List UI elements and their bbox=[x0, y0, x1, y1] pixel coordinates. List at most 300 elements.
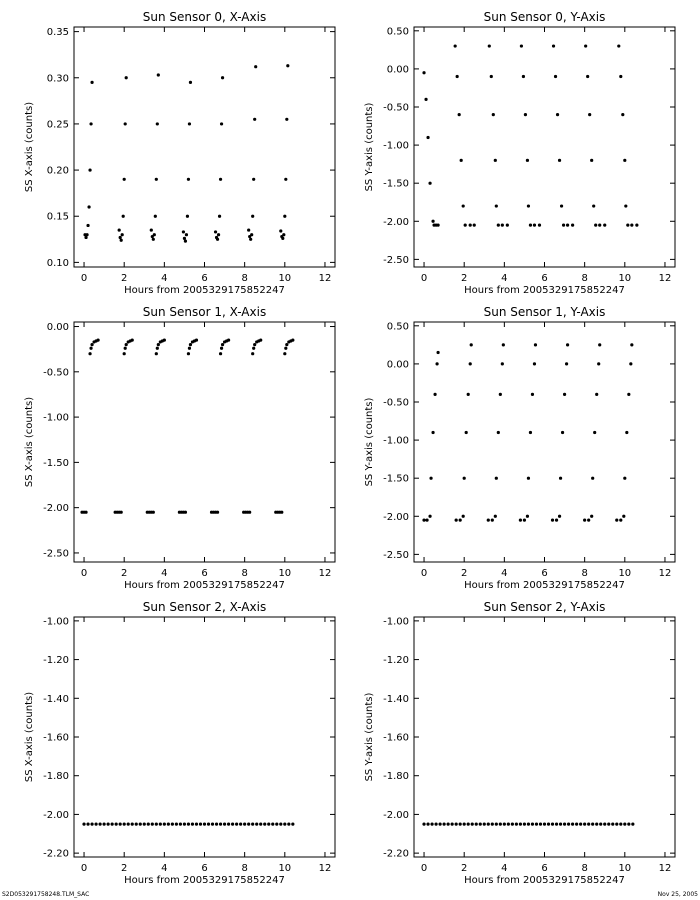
data-point bbox=[125, 343, 128, 346]
x-tick-label: 2 bbox=[461, 568, 468, 579]
data-point bbox=[527, 204, 530, 207]
data-point bbox=[107, 822, 110, 825]
x-tick-label: 6 bbox=[541, 863, 548, 874]
data-point bbox=[159, 822, 162, 825]
data-point bbox=[571, 223, 574, 226]
y-tick-label: -2.00 bbox=[383, 809, 409, 821]
data-point bbox=[455, 518, 458, 521]
data-point bbox=[490, 75, 493, 78]
data-point bbox=[155, 352, 158, 355]
data-point bbox=[487, 822, 490, 825]
data-point bbox=[216, 238, 219, 241]
data-point bbox=[587, 518, 590, 521]
data-point bbox=[495, 477, 498, 480]
data-point bbox=[118, 228, 121, 231]
data-point bbox=[135, 822, 138, 825]
data-points bbox=[422, 822, 634, 825]
data-point bbox=[603, 822, 606, 825]
data-point bbox=[436, 351, 439, 354]
data-point bbox=[239, 822, 242, 825]
data-point bbox=[494, 159, 497, 162]
y-tick-label: -2.50 bbox=[383, 549, 409, 561]
x-tick-label: 10 bbox=[278, 568, 292, 579]
data-point bbox=[625, 431, 628, 434]
data-point bbox=[82, 822, 85, 825]
data-point bbox=[235, 822, 238, 825]
data-point bbox=[623, 159, 626, 162]
y-tick-label: 0.00 bbox=[386, 359, 409, 371]
data-point bbox=[630, 343, 633, 346]
data-point bbox=[122, 215, 125, 218]
data-point bbox=[87, 205, 90, 208]
data-point bbox=[595, 822, 598, 825]
x-tick-label: 2 bbox=[461, 863, 468, 874]
data-point bbox=[556, 113, 559, 116]
x-axis-label: Hours from 2005329175852247 bbox=[464, 580, 625, 591]
data-point bbox=[547, 822, 550, 825]
x-axis-label: Hours from 2005329175852247 bbox=[124, 285, 285, 296]
x-tick-label: 4 bbox=[501, 863, 508, 874]
data-point bbox=[115, 822, 118, 825]
data-point bbox=[253, 343, 256, 346]
data-point bbox=[497, 223, 500, 226]
data-point bbox=[189, 81, 192, 84]
data-point bbox=[631, 822, 634, 825]
y-tick-label: -1.00 bbox=[383, 435, 409, 447]
x-axis-label: Hours from 2005329175852247 bbox=[464, 875, 625, 886]
data-point bbox=[506, 223, 509, 226]
x-tick-label: 12 bbox=[658, 568, 672, 579]
data-point bbox=[499, 393, 502, 396]
data-point bbox=[583, 822, 586, 825]
data-point bbox=[627, 822, 630, 825]
data-point bbox=[88, 168, 91, 171]
data-point bbox=[497, 431, 500, 434]
x-tick-label: 12 bbox=[658, 863, 672, 874]
data-point bbox=[611, 822, 614, 825]
data-point bbox=[501, 223, 504, 226]
data-point bbox=[566, 343, 569, 346]
data-point bbox=[623, 477, 626, 480]
data-points bbox=[422, 343, 633, 521]
data-point bbox=[123, 178, 126, 181]
data-point bbox=[435, 362, 438, 365]
data-point bbox=[291, 822, 294, 825]
data-point bbox=[501, 362, 504, 365]
data-points bbox=[82, 822, 294, 825]
data-point bbox=[152, 238, 155, 241]
data-point bbox=[503, 822, 506, 825]
x-tick-label: 12 bbox=[318, 568, 332, 579]
data-point bbox=[247, 822, 250, 825]
data-point bbox=[120, 239, 123, 242]
data-point bbox=[565, 362, 568, 365]
plot-frame bbox=[74, 27, 335, 267]
data-points bbox=[83, 64, 289, 243]
data-point bbox=[494, 515, 497, 518]
y-tick-label: -1.50 bbox=[383, 178, 409, 190]
y-tick-label: -1.20 bbox=[43, 655, 69, 667]
data-point bbox=[594, 223, 597, 226]
data-point bbox=[430, 822, 433, 825]
y-tick-label: -2.50 bbox=[43, 548, 69, 560]
plot-frame bbox=[414, 617, 675, 857]
data-point bbox=[575, 822, 578, 825]
x-tick-label: 10 bbox=[618, 863, 632, 874]
sun-sensor-panel-4 bbox=[24, 600, 335, 886]
data-point bbox=[469, 362, 472, 365]
data-point bbox=[515, 822, 518, 825]
data-point bbox=[529, 431, 532, 434]
data-point bbox=[120, 511, 123, 514]
data-point bbox=[143, 822, 146, 825]
footer-filename: S2D053291758248.TLM_SAC bbox=[2, 891, 90, 898]
x-tick-label: 6 bbox=[541, 568, 548, 579]
sun-sensor-panel-2 bbox=[24, 305, 335, 591]
data-point bbox=[635, 223, 638, 226]
y-tick-label: -1.00 bbox=[43, 412, 69, 424]
data-point bbox=[220, 122, 223, 125]
data-point bbox=[590, 159, 593, 162]
data-point bbox=[626, 223, 629, 226]
data-point bbox=[502, 343, 505, 346]
data-point bbox=[426, 136, 429, 139]
data-point bbox=[499, 822, 502, 825]
y-tick-label: -2.00 bbox=[43, 809, 69, 821]
data-point bbox=[447, 822, 450, 825]
y-tick-label: -0.50 bbox=[383, 397, 409, 409]
data-point bbox=[619, 518, 622, 521]
y-axis-label: SS X-axis (counts) bbox=[24, 396, 35, 488]
data-point bbox=[555, 822, 558, 825]
data-point bbox=[471, 822, 474, 825]
data-point bbox=[217, 233, 220, 236]
data-point bbox=[221, 343, 224, 346]
data-point bbox=[599, 822, 602, 825]
data-point bbox=[459, 518, 462, 521]
y-axis-label: SS Y-axis (counts) bbox=[364, 692, 375, 782]
y-tick-label: 0.15 bbox=[46, 211, 69, 223]
y-tick-label: 0.50 bbox=[386, 26, 409, 38]
data-point bbox=[250, 233, 253, 236]
data-point bbox=[252, 178, 255, 181]
data-point bbox=[283, 352, 286, 355]
data-point bbox=[152, 511, 155, 514]
plot-frame bbox=[74, 617, 335, 857]
data-point bbox=[539, 822, 542, 825]
x-tick-label: 4 bbox=[501, 273, 508, 284]
x-tick-label: 8 bbox=[241, 273, 248, 284]
data-point bbox=[207, 822, 210, 825]
data-point bbox=[123, 352, 126, 355]
data-point bbox=[563, 822, 566, 825]
data-point bbox=[223, 822, 226, 825]
y-tick-label: -1.50 bbox=[383, 473, 409, 485]
data-point bbox=[467, 393, 470, 396]
data-point bbox=[251, 352, 254, 355]
data-point bbox=[422, 518, 425, 521]
data-point bbox=[157, 73, 160, 76]
data-point bbox=[433, 393, 436, 396]
data-point bbox=[153, 233, 156, 236]
x-axis-label: Hours from 2005329175852247 bbox=[124, 580, 285, 591]
data-point bbox=[627, 393, 630, 396]
data-point bbox=[617, 44, 620, 47]
data-point bbox=[495, 822, 498, 825]
y-tick-label: 0.00 bbox=[46, 322, 69, 334]
data-point bbox=[487, 518, 490, 521]
data-point bbox=[462, 515, 465, 518]
x-tick-label: 4 bbox=[161, 863, 168, 874]
data-point bbox=[220, 347, 223, 350]
data-point bbox=[157, 343, 160, 346]
data-point bbox=[529, 223, 532, 226]
y-tick-label: 0.50 bbox=[386, 321, 409, 333]
data-point bbox=[155, 178, 158, 181]
data-point bbox=[150, 228, 153, 231]
y-tick-label: -1.20 bbox=[383, 655, 409, 667]
data-point bbox=[182, 230, 185, 233]
data-point bbox=[463, 822, 466, 825]
data-point bbox=[131, 822, 134, 825]
x-tick-label: 8 bbox=[581, 568, 588, 579]
data-point bbox=[219, 178, 222, 181]
data-point bbox=[171, 822, 174, 825]
data-point bbox=[175, 822, 178, 825]
data-point bbox=[195, 339, 198, 342]
plot-frame bbox=[74, 322, 335, 562]
data-point bbox=[598, 343, 601, 346]
data-point bbox=[127, 822, 130, 825]
data-point bbox=[422, 822, 425, 825]
data-point bbox=[524, 113, 527, 116]
data-point bbox=[199, 822, 202, 825]
data-point bbox=[527, 822, 530, 825]
y-tick-label: 0.25 bbox=[46, 119, 69, 131]
data-point bbox=[211, 822, 214, 825]
data-point bbox=[85, 233, 88, 236]
data-point bbox=[491, 822, 494, 825]
data-point bbox=[531, 393, 534, 396]
x-tick-label: 8 bbox=[241, 863, 248, 874]
data-point bbox=[227, 822, 230, 825]
data-point bbox=[590, 515, 593, 518]
x-tick-label: 6 bbox=[541, 273, 548, 284]
data-point bbox=[94, 822, 97, 825]
x-tick-label: 2 bbox=[121, 863, 128, 874]
data-point bbox=[629, 362, 632, 365]
data-point bbox=[203, 822, 206, 825]
data-point bbox=[428, 182, 431, 185]
data-point bbox=[84, 511, 87, 514]
x-tick-label: 10 bbox=[618, 568, 632, 579]
sun-sensor-panel-3 bbox=[364, 305, 675, 591]
sun-sensor-panel-1 bbox=[364, 10, 675, 296]
data-point bbox=[483, 822, 486, 825]
sun-sensor-panel-0 bbox=[24, 10, 335, 296]
y-tick-label: 0.10 bbox=[46, 257, 69, 269]
data-point bbox=[520, 44, 523, 47]
data-point bbox=[621, 113, 624, 116]
data-point bbox=[187, 352, 190, 355]
x-axis-label: Hours from 2005329175852247 bbox=[124, 875, 285, 886]
data-point bbox=[467, 822, 470, 825]
data-point bbox=[615, 822, 618, 825]
data-point bbox=[587, 822, 590, 825]
y-tick-label: -1.60 bbox=[43, 732, 69, 744]
x-tick-label: 0 bbox=[420, 863, 428, 874]
data-point bbox=[280, 511, 283, 514]
chart-title: Sun Sensor 2, X-Axis bbox=[142, 600, 267, 614]
data-point bbox=[96, 339, 99, 342]
data-point bbox=[185, 233, 188, 236]
data-point bbox=[183, 237, 186, 240]
data-point bbox=[259, 339, 262, 342]
chart-title: Sun Sensor 0, X-Axis bbox=[142, 10, 267, 24]
data-point bbox=[252, 347, 255, 350]
data-point bbox=[488, 44, 491, 47]
data-point bbox=[251, 215, 254, 218]
data-point bbox=[591, 822, 594, 825]
data-point bbox=[619, 75, 622, 78]
data-point bbox=[527, 477, 530, 480]
data-points bbox=[80, 339, 294, 514]
data-point bbox=[586, 75, 589, 78]
data-point bbox=[462, 204, 465, 207]
data-point bbox=[103, 822, 106, 825]
data-point bbox=[492, 113, 495, 116]
data-point bbox=[522, 75, 525, 78]
chart-title: Sun Sensor 2, Y-Axis bbox=[483, 600, 606, 614]
data-point bbox=[125, 76, 128, 79]
x-tick-label: 6 bbox=[201, 568, 208, 579]
y-tick-label: -1.00 bbox=[43, 616, 69, 628]
y-axis-label: SS Y-axis (counts) bbox=[364, 397, 375, 487]
data-point bbox=[567, 822, 570, 825]
data-point bbox=[184, 240, 187, 243]
x-tick-label: 12 bbox=[318, 863, 332, 874]
data-point bbox=[458, 113, 461, 116]
data-point bbox=[291, 339, 294, 342]
data-point bbox=[598, 223, 601, 226]
data-point bbox=[281, 237, 284, 240]
data-point bbox=[287, 822, 290, 825]
data-point bbox=[630, 223, 633, 226]
data-point bbox=[215, 822, 218, 825]
y-tick-label: -1.40 bbox=[43, 693, 69, 705]
data-point bbox=[111, 822, 114, 825]
data-point bbox=[588, 113, 591, 116]
y-tick-label: -1.40 bbox=[383, 693, 409, 705]
data-point bbox=[566, 223, 569, 226]
data-point bbox=[551, 518, 554, 521]
data-point bbox=[584, 44, 587, 47]
data-point bbox=[121, 233, 124, 236]
data-point bbox=[155, 822, 158, 825]
x-tick-label: 12 bbox=[658, 273, 672, 284]
data-point bbox=[90, 81, 93, 84]
data-point bbox=[88, 352, 91, 355]
data-point bbox=[538, 223, 541, 226]
y-tick-label: 0.30 bbox=[46, 73, 69, 85]
plot-frame bbox=[414, 322, 675, 562]
data-point bbox=[195, 822, 198, 825]
y-tick-label: -0.50 bbox=[43, 367, 69, 379]
y-tick-label: -1.00 bbox=[383, 140, 409, 152]
data-point bbox=[219, 352, 222, 355]
x-tick-label: 2 bbox=[121, 568, 128, 579]
data-point bbox=[535, 822, 538, 825]
data-point bbox=[275, 822, 278, 825]
y-axis-label: SS Y-axis (counts) bbox=[364, 102, 375, 192]
y-axis-label: SS X-axis (counts) bbox=[24, 691, 35, 783]
data-point bbox=[271, 822, 274, 825]
data-point bbox=[99, 822, 102, 825]
data-point bbox=[439, 822, 442, 825]
y-tick-label: -2.00 bbox=[383, 511, 409, 523]
data-point bbox=[622, 515, 625, 518]
data-point bbox=[455, 822, 458, 825]
x-tick-label: 2 bbox=[121, 273, 128, 284]
x-tick-label: 0 bbox=[80, 568, 88, 579]
plot-frame bbox=[414, 27, 675, 267]
data-point bbox=[526, 159, 529, 162]
data-point bbox=[583, 518, 586, 521]
data-point bbox=[139, 822, 142, 825]
data-point bbox=[243, 822, 246, 825]
data-point bbox=[179, 822, 182, 825]
data-point bbox=[469, 223, 472, 226]
data-point bbox=[167, 822, 170, 825]
data-point bbox=[434, 822, 437, 825]
data-point bbox=[533, 362, 536, 365]
data-point bbox=[123, 822, 126, 825]
data-point bbox=[187, 178, 190, 181]
data-point bbox=[279, 822, 282, 825]
data-point bbox=[551, 822, 554, 825]
x-tick-label: 10 bbox=[278, 863, 292, 874]
data-point bbox=[89, 347, 92, 350]
data-point bbox=[560, 204, 563, 207]
data-point bbox=[231, 822, 234, 825]
data-point bbox=[156, 122, 159, 125]
data-point bbox=[124, 347, 127, 350]
data-point bbox=[463, 477, 466, 480]
y-tick-label: -2.00 bbox=[43, 503, 69, 515]
data-point bbox=[422, 71, 425, 74]
x-tick-label: 10 bbox=[278, 273, 292, 284]
y-tick-label: -0.50 bbox=[383, 102, 409, 114]
data-point bbox=[491, 518, 494, 521]
data-point bbox=[624, 204, 627, 207]
data-point bbox=[591, 477, 594, 480]
y-tick-label: -2.00 bbox=[383, 216, 409, 228]
sun-sensor-panel-5 bbox=[364, 600, 675, 886]
x-tick-label: 2 bbox=[461, 273, 468, 284]
data-point bbox=[124, 122, 127, 125]
x-tick-label: 8 bbox=[581, 863, 588, 874]
data-point bbox=[259, 822, 262, 825]
data-point bbox=[283, 822, 286, 825]
data-point bbox=[431, 431, 434, 434]
data-point bbox=[543, 822, 546, 825]
data-point bbox=[592, 204, 595, 207]
data-point bbox=[479, 822, 482, 825]
data-point bbox=[603, 223, 606, 226]
data-point bbox=[249, 238, 252, 241]
x-axis-label: Hours from 2005329175852247 bbox=[464, 285, 625, 296]
data-point bbox=[424, 98, 427, 101]
